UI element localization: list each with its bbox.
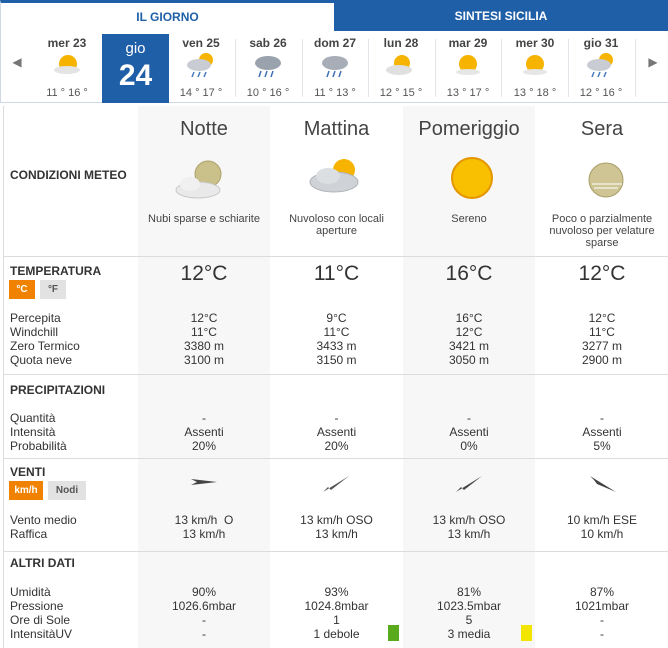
section-title-wind: VENTI	[10, 465, 46, 479]
windchill-value: 11°C	[589, 325, 615, 339]
forecast-grid	[3, 106, 668, 648]
temperature-value: 12°C	[180, 262, 228, 285]
tab-sintesi-sicilia[interactable]: SINTESI SICILIA	[334, 0, 668, 31]
day-item[interactable]	[368, 33, 434, 101]
rain-icon	[318, 51, 352, 79]
perceived-value: 16°C	[455, 311, 483, 325]
uv-color-swatch	[521, 625, 532, 641]
kmh-toggle[interactable]: km/h	[9, 481, 43, 500]
divider	[368, 39, 369, 97]
sun-hours-value: -	[600, 613, 604, 627]
label-umidita: Umidità	[10, 585, 51, 599]
precip-intensity: Assenti	[316, 425, 357, 439]
day-temps: 11 ° 13 °	[314, 87, 356, 99]
uv-value: 1 debole	[313, 627, 360, 641]
precip-quantity: -	[600, 411, 604, 425]
tab-il-giorno[interactable]: IL GIORNO	[0, 0, 334, 31]
section-title-other: ALTRI DATI	[10, 556, 75, 570]
sun-hours-value: -	[202, 613, 206, 627]
wind-gust: 13 km/h	[315, 527, 358, 541]
period-header: Mattina	[303, 118, 370, 140]
wind-average: 13 km/h OSO	[432, 513, 506, 527]
divider	[435, 39, 436, 97]
humidity-value: 90%	[191, 585, 217, 599]
precip-probability: 5%	[593, 439, 611, 453]
day-temps: 10 ° 16 °	[246, 87, 290, 99]
label-intensita-uv: IntensitàUV	[10, 627, 73, 641]
snow-level-value: 3100 m	[183, 353, 225, 367]
sun-cloud-icon	[50, 51, 84, 79]
wind-gust: 10 km/h	[580, 527, 624, 541]
label-pressione: Pressione	[10, 599, 64, 613]
label-probabilita: Probabilità	[10, 439, 67, 453]
label-intensita: Intensità	[10, 425, 56, 439]
day-item[interactable]	[34, 33, 100, 101]
day-name: ven 25	[182, 36, 220, 50]
day-name: mer 30	[515, 36, 555, 50]
freezing-level-value: 3380 m	[183, 339, 225, 353]
celsius-toggle[interactable]: °C	[9, 280, 35, 299]
moon-haze-icon	[582, 158, 632, 202]
precip-intensity: Assenti	[582, 425, 622, 439]
day-item[interactable]	[168, 33, 234, 101]
wind-average: 13 km/h OSO	[300, 513, 373, 527]
day-name: lun 28	[383, 36, 419, 50]
label-raffica: Raffica	[10, 527, 48, 541]
day-name: sab 26	[249, 36, 287, 50]
wind-arrow-icon	[454, 472, 484, 494]
day-strip	[0, 31, 668, 103]
humidity-value: 87%	[589, 585, 615, 599]
wind-arrow-icon	[189, 472, 219, 492]
day-temps: 12 ° 15 °	[379, 87, 423, 99]
divider	[635, 39, 636, 97]
selected-day-number: 24	[118, 59, 153, 92]
windchill-value: 11°C	[323, 325, 350, 339]
wind-average: 10 km/h ESE	[566, 513, 638, 527]
period-header: Sera	[580, 118, 624, 140]
snow-level-value: 3150 m	[316, 353, 357, 367]
precip-quantity: -	[467, 411, 471, 425]
snow-level-value: 3050 m	[448, 353, 490, 367]
day-item[interactable]	[235, 33, 301, 101]
divider	[568, 39, 569, 97]
wind-arrow-icon	[588, 472, 618, 494]
row-divider	[4, 458, 668, 459]
day-item[interactable]	[302, 33, 368, 101]
next-day-arrow-icon[interactable]: ▶	[648, 55, 658, 69]
divider	[501, 39, 502, 97]
selected-day-name: gio	[125, 40, 146, 57]
sun-cloud-icon	[518, 51, 552, 79]
perceived-value: 9°C	[326, 311, 347, 325]
wind-gust: 13 km/h	[182, 527, 226, 541]
uv-color-swatch	[388, 625, 399, 641]
condition-description: Nubi sparse e schiarite	[148, 213, 260, 225]
sun-cloud-icon	[384, 51, 418, 79]
label-windchill: Windchill	[10, 325, 59, 339]
sun-cloud-icon	[451, 51, 485, 79]
condition-description: Poco o parzialmente nuvoloso per velature sparse	[549, 213, 655, 249]
humidity-value: 81%	[456, 585, 482, 599]
precip-quantity: -	[334, 411, 339, 425]
label-quantita: Quantità	[10, 411, 56, 425]
rain-sun-icon	[184, 51, 218, 79]
row-divider	[4, 374, 668, 375]
precip-probability: 0%	[460, 439, 478, 453]
day-name: gio 31	[583, 36, 619, 50]
selected-day[interactable]	[102, 34, 169, 103]
period-header: Pomeriggio	[418, 118, 520, 140]
windchill-value: 12°C	[455, 325, 483, 339]
condition-description: Sereno	[451, 213, 487, 225]
wind-average: 13 km/h O	[174, 513, 234, 527]
wind-gust: 13 km/h	[447, 527, 491, 541]
pressure-value: 1021mbar	[574, 599, 630, 613]
day-name: dom 27	[313, 36, 356, 50]
uv-value: -	[600, 627, 604, 641]
row-divider	[4, 256, 668, 257]
temperature-value: 11°C	[313, 262, 360, 285]
precip-intensity: Assenti	[449, 425, 489, 439]
snow-level-value: 2900 m	[581, 353, 623, 367]
pressure-value: 1024.8mbar	[304, 599, 369, 613]
label-quota-neve: Quota neve	[10, 353, 73, 367]
perceived-value: 12°C	[588, 311, 616, 325]
sun-hours-value: 1	[333, 613, 340, 627]
day-temps: 13 ° 18 °	[513, 87, 557, 99]
uv-value: -	[202, 627, 206, 641]
temperature-value: 16°C	[445, 262, 493, 285]
day-temps: 11 ° 16 °	[46, 87, 88, 99]
precip-probability: 20%	[324, 439, 349, 453]
precip-intensity: Assenti	[184, 425, 224, 439]
temperature-value: 12°C	[578, 262, 626, 285]
period-header: Notte	[180, 118, 228, 140]
condition-description: Nuvoloso con locali aperture	[289, 213, 384, 237]
day-name: mer 23	[47, 36, 87, 50]
day-item[interactable]	[502, 33, 568, 101]
day-temps: 13 ° 17 °	[446, 87, 490, 99]
humidity-value: 93%	[324, 585, 349, 599]
freezing-level-value: 3277 m	[581, 339, 623, 353]
row-divider	[4, 551, 668, 552]
section-title-precipitation: PRECIPITAZIONI	[10, 383, 106, 397]
label-percepita: Percepita	[10, 311, 61, 325]
cloud-sun-icon	[304, 154, 370, 202]
section-title-conditions: CONDIZIONI METEO	[10, 168, 127, 182]
day-temps: 12 ° 16 °	[579, 87, 623, 99]
rain-icon	[251, 51, 285, 79]
section-title-temperature: TEMPERATURA	[10, 264, 102, 278]
divider	[235, 39, 236, 97]
day-temps: 14 ° 17 °	[179, 87, 223, 99]
pressure-value: 1026.6mbar	[171, 599, 237, 613]
label-zero-termico: Zero Termico	[10, 339, 80, 353]
label-ore-di-sole: Ore di Sole	[10, 613, 71, 627]
wind-arrow-icon	[321, 472, 351, 494]
day-name: mar 29	[448, 36, 488, 50]
fahrenheit-toggle[interactable]: °F	[40, 280, 66, 299]
precip-probability: 20%	[191, 439, 217, 453]
pressure-value: 1023.5mbar	[436, 599, 502, 613]
precip-quantity: -	[202, 411, 206, 425]
rain-sun-icon	[584, 51, 618, 79]
freezing-level-value: 3421 m	[448, 339, 490, 353]
windchill-value: 11°C	[191, 325, 217, 339]
prev-day-arrow-icon[interactable]: ◀	[12, 55, 22, 69]
freezing-level-value: 3433 m	[316, 339, 357, 353]
top-tabs	[0, 0, 668, 31]
day-item[interactable]	[568, 33, 634, 101]
sun-icon	[448, 154, 496, 202]
perceived-value: 12°C	[190, 311, 218, 325]
moon-cloud-icon	[168, 156, 240, 206]
day-item[interactable]	[435, 33, 501, 101]
sun-hours-value: 5	[465, 613, 473, 627]
label-vento-medio: Vento medio	[10, 513, 77, 527]
uv-value: 3 media	[447, 627, 491, 641]
knots-toggle[interactable]: Nodi	[48, 481, 86, 500]
divider	[302, 39, 303, 97]
